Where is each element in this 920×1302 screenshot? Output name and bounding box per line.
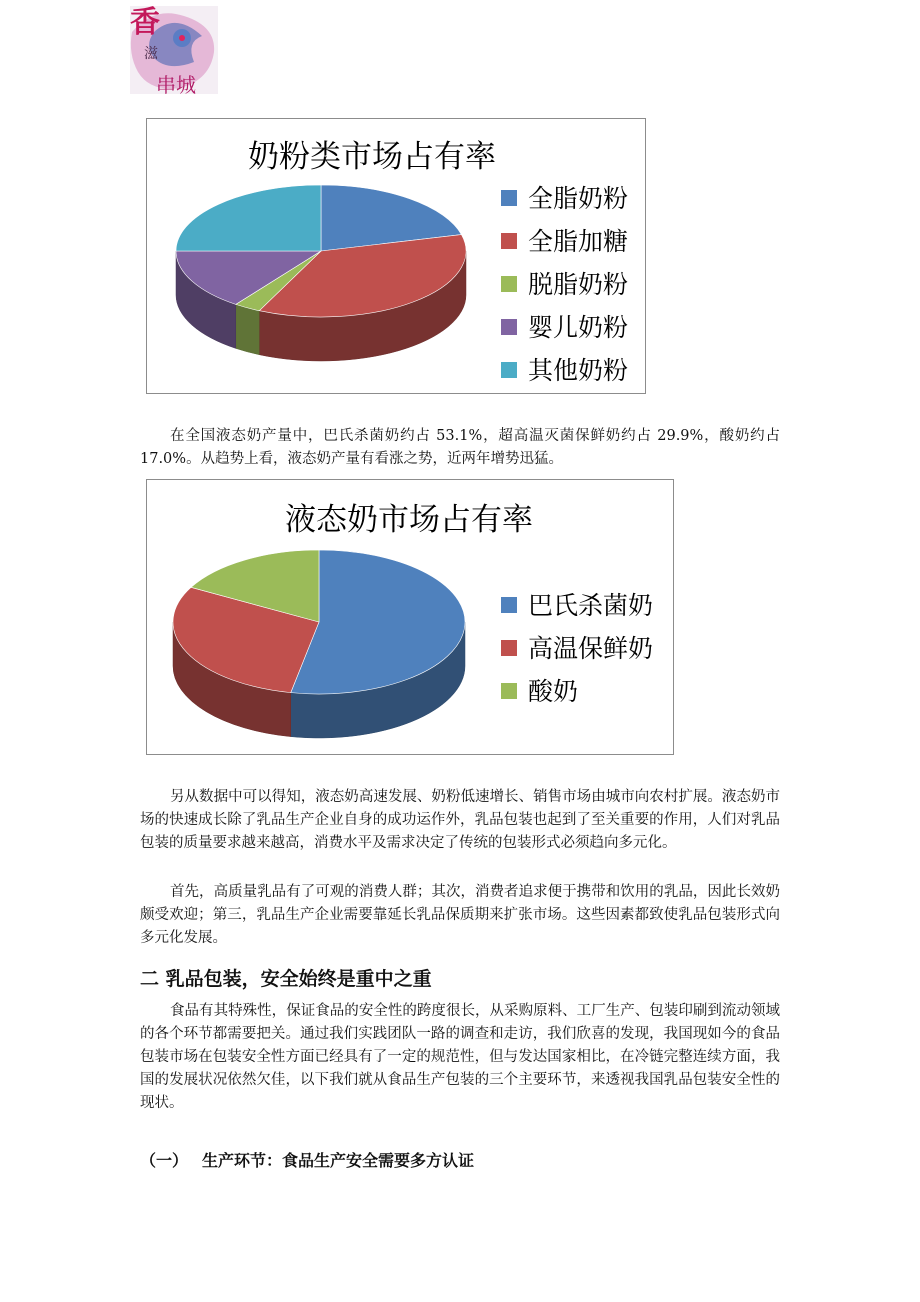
- chart-legend: [501, 591, 653, 706]
- legend-label: 全脂奶粉: [528, 184, 629, 213]
- paragraph-liquid-milk-share: 在全国液态奶产量中，巴氏杀菌奶约占 53.1%，超高温灭菌保鲜奶约占 29.9%，酸奶约占 17.0%。从趋势上看，液态奶产量有看涨之势，近两年增势迅猛。: [140, 428, 780, 467]
- subsection-title: 生产环节：食品生产安全需要多方认证: [202, 1151, 475, 1170]
- legend-swatch: [501, 597, 517, 613]
- legend-label: 脱脂奶粉: [528, 270, 629, 299]
- chart-title: 奶粉类市场占有率: [248, 139, 496, 175]
- legend-swatch: [501, 319, 517, 335]
- chart-title: 液态奶市场占有率: [285, 502, 533, 538]
- pie-slice: [176, 185, 321, 251]
- milk-powder-market-share-chart: [146, 118, 646, 394]
- pie-slices: [173, 550, 465, 738]
- legend-label: 酸奶: [528, 677, 579, 706]
- legend-swatch: [501, 276, 517, 292]
- chart-svg: [147, 480, 673, 754]
- logo-text-mid: 滋: [144, 46, 158, 62]
- subsection-number: （一）: [140, 1151, 189, 1170]
- legend-swatch: [501, 190, 517, 206]
- liquid-milk-market-share-chart: [146, 479, 674, 755]
- chart-legend: [501, 184, 628, 385]
- legend-swatch: [501, 640, 517, 656]
- paragraph-market-trend: 另从数据中可以得知，液态奶高速发展、奶粉低速增长、销售市场由城市向农村扩展。液态奶市场的快速成长除了乳品生产企业自身的成功运作外，乳品包装也起到了至关重要的作用，人们对乳品包装的质量要求越来越高，消费水平及需求决定了传统的包装形式必须趋向多元化。: [140, 789, 780, 851]
- logo-text-top: 香: [130, 5, 160, 40]
- legend-label: 高温保鲜奶: [528, 634, 654, 663]
- logo-text-bottom: 串城: [156, 73, 196, 97]
- paragraph-packaging-factors: 首先，高质量乳品有了可观的消费人群；其次，消费者追求便于携带和饮用的乳品，因此长效奶颇受欢迎；第三，乳品生产企业需要靠延长乳品保质期来扩张市场。这些因素都致使乳品包装形式向多元化发展。: [140, 884, 780, 946]
- subsection-heading-production: [140, 1148, 474, 1171]
- pie-slice-side: [236, 304, 259, 354]
- legend-label: 全脂加糖: [528, 227, 629, 256]
- legend-swatch: [501, 683, 517, 699]
- legend-label: 其他奶粉: [528, 356, 629, 385]
- legend-label: 婴儿奶粉: [528, 313, 629, 342]
- pie-slices: [176, 185, 466, 361]
- chart-svg: [147, 119, 645, 393]
- logo: [124, 2, 224, 98]
- legend-label: 巴氏杀菌奶: [528, 591, 654, 620]
- legend-swatch: [501, 233, 517, 249]
- paragraph-food-safety: 食品有其特殊性，保证食品的安全性的跨度很长，从采购原料、工厂生产、包装印刷到流动领域的各个环节都需要把关。通过我们实践团队一路的调查和走访，我们欣喜的发现，我国现如今的食品包装市场在包装安全性方面已经具有了一定的规范性，但与发达国家相比，在冷链完整连续方面，我国的发展状况依然欠佳，以下我们就从食品生产包装的三个主要环节，来透视我国乳品包装安全性的现状。: [140, 1003, 780, 1111]
- section-heading-packaging-safety: 二 乳品包装，安全始终是重中之重: [140, 968, 432, 990]
- legend-swatch: [501, 362, 517, 378]
